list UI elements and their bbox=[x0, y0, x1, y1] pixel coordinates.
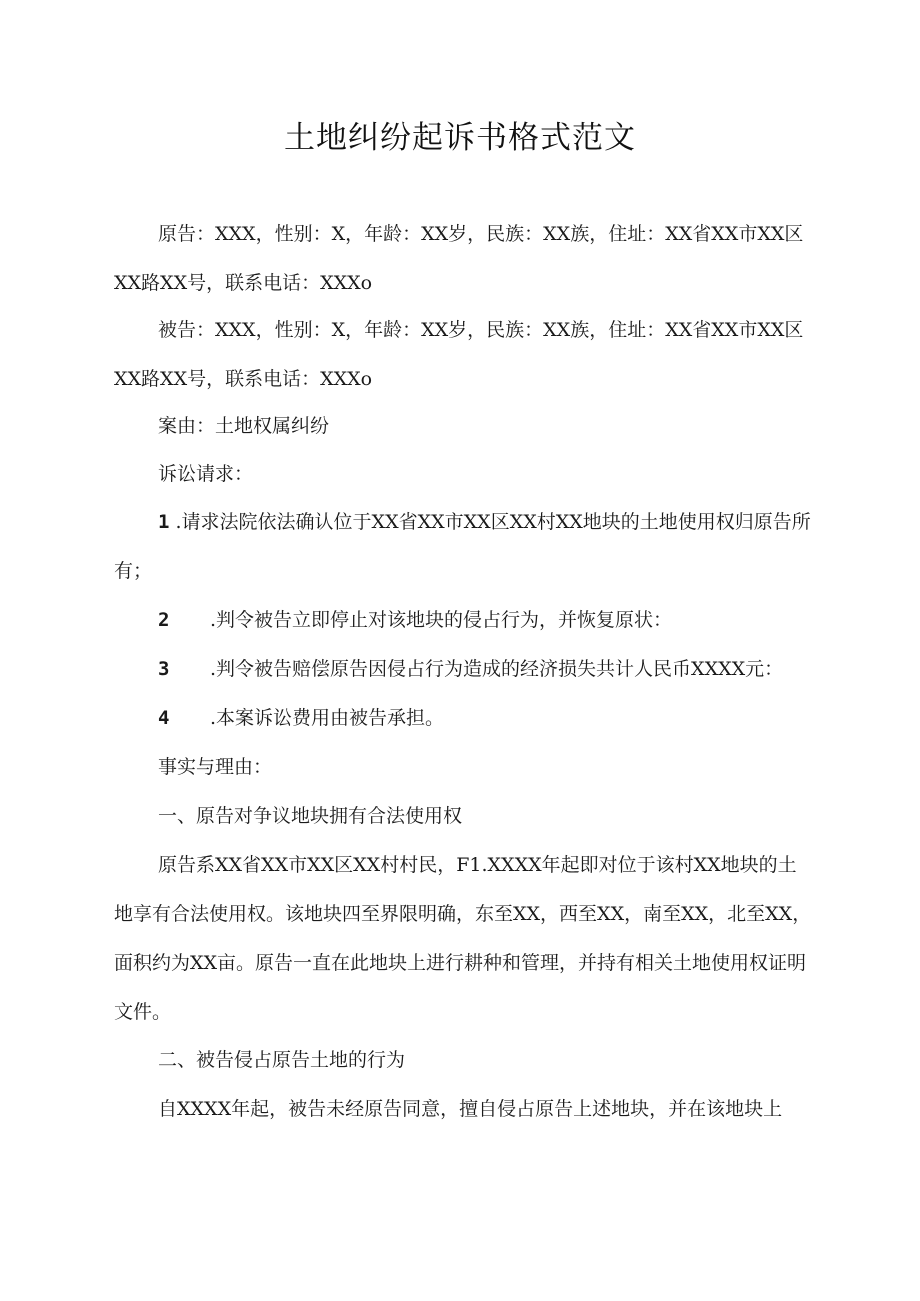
claim-number: 4 bbox=[158, 707, 170, 729]
claim-item-4 bbox=[158, 694, 818, 743]
section-1-body: 原告系XX省XX市XX区XX村村民，F1.XXXX年起即对位于该村XX地块的土地享有合法使用权。该地块四至界限明确，东至XX，西至XX，南至XX，北至XX，面积约为XX亩。原告一直在此地块上进行耕种和管理，并持有相关土地使用权证明文件。 bbox=[114, 854, 812, 1023]
section-2-body: 自XXXX年起，被告未经原告同意，擅自侵占原告上述地块，并在该地块上 bbox=[158, 1098, 783, 1120]
section-2-heading: 二、被告侵占原告土地的行为 bbox=[158, 1049, 406, 1071]
claim-text: .判令被告立即停止对该地块的侵占行为，并恢复原状： bbox=[210, 609, 673, 631]
claim-text: .判令被告赔偿原告因侵占行为造成的经济损失共计人民币XXXX元： bbox=[210, 658, 784, 680]
claim-number: 1 bbox=[158, 511, 170, 533]
defendant-info: 被告：XXX，性别：X，年龄：XX岁，民族：XX族，住址：XX省XX市XX区XX路XX号，联系电话：XXXo bbox=[114, 319, 804, 390]
section-1-heading: 一、原告对争议地块拥有合法使用权 bbox=[158, 805, 463, 827]
claim-number: 2 bbox=[158, 609, 170, 631]
claim-item-1 bbox=[114, 498, 814, 596]
claim-text: .本案诉讼费用由被告承担。 bbox=[210, 707, 445, 729]
document-title: 土地纠纷起诉书格式范文 bbox=[284, 120, 636, 156]
claim-number: 3 bbox=[158, 658, 170, 680]
plaintiff-info: 原告：XXX，性别：X，年龄：XX岁，民族：XX族，住址：XX省XX市XX区XX路XX号，联系电话：XXXo bbox=[114, 223, 804, 294]
case-cause: 案由：土地权属纠纷 bbox=[158, 415, 330, 437]
claim-item-2 bbox=[158, 596, 818, 645]
claims-heading: 诉讼请求： bbox=[158, 463, 254, 485]
claim-item-3 bbox=[158, 645, 818, 694]
claim-text: .请求法院依法确认位于XX省XX市XX区XX村XX地块的土地使用权归原告所有； bbox=[114, 511, 811, 582]
facts-heading: 事实与理由： bbox=[158, 756, 273, 778]
